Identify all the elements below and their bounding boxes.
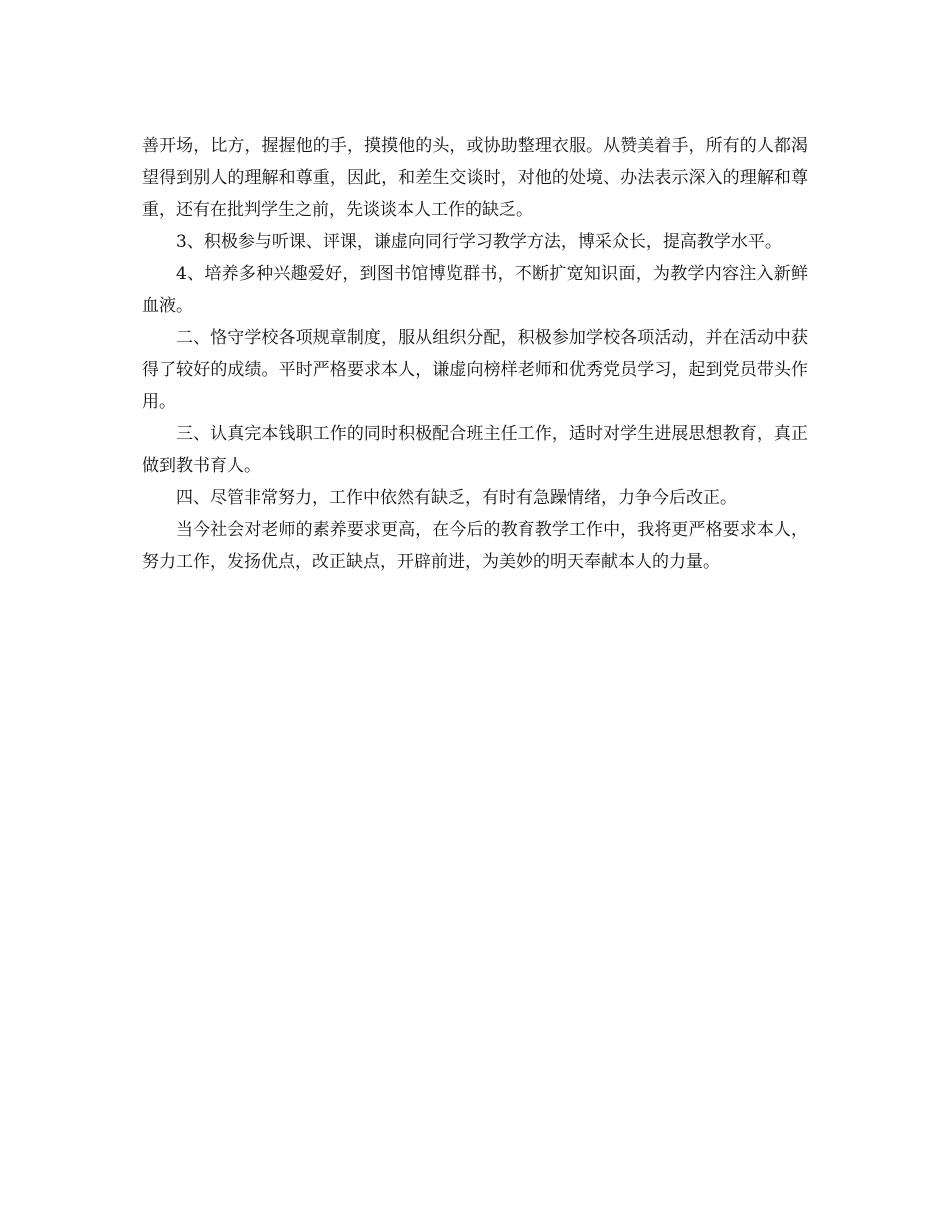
paragraph-5: 三、认真完本钱职工作的同时积极配合班主任工作，适时对学生进展思想教育，真正做到教书育人。 <box>142 424 808 476</box>
paragraph-4: 二、恪守学校各项规章制度，服从组织分配，积极参加学校各项活动，并在活动中获得了较好的成绩。平时严格要求本人，谦虚向榜样老师和优秀党员学习，起到党员带头作用。 <box>142 328 808 412</box>
paragraph-6: 四、尽管非常努力，工作中依然有缺乏，有时有急躁情绪，力争今后改正。 <box>176 488 737 508</box>
paragraph-7: 当今社会对老师的素养要求更高，在今后的教育教学工作中，我将更严格要求本人，努力工作，发扬优点，改正缺点，开辟前进，为美妙的明天奉献本人的力量。 <box>142 520 808 572</box>
paragraph-1: 善开场，比方，握握他的手，摸摸他的头，或协助整理衣服。从赞美着手，所有的人都渴望得到别人的理解和尊重，因此，和差生交谈时，对他的处境、办法表示深入的理解和尊重，还有在批判学生之前，先谈谈本人工作的缺乏。 <box>142 136 808 220</box>
paragraph-2: 3、积极参与听课、评课，谦虚向同行学习教学方法，博采众长，提高教学水平。 <box>176 232 782 252</box>
document-body <box>142 130 808 578</box>
paragraph-3: 4、培养多种兴趣爱好，到图书馆博览群书，不断扩宽知识面，为教学内容注入新鲜血液。 <box>142 264 808 316</box>
